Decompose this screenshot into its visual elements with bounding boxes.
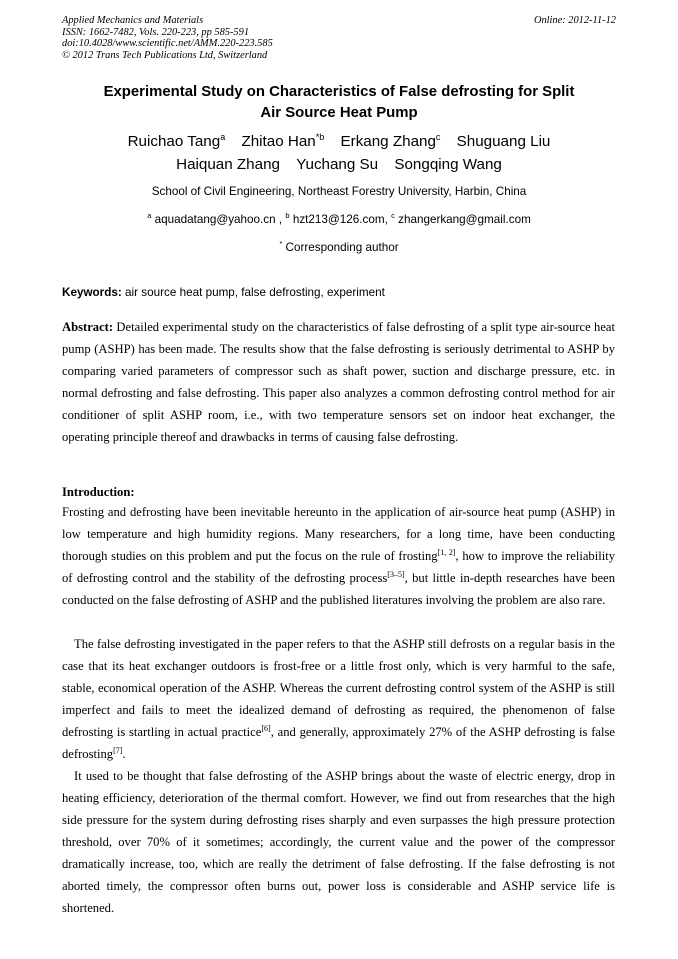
abstract: [62, 316, 615, 448]
title-line-2: Air Source Heat Pump: [260, 105, 418, 121]
author: Erkang Zhang$^c$: [340, 131, 441, 150]
journal-header: [62, 15, 616, 61]
author: Yuchang Su: [296, 156, 379, 173]
keywords-label: Keywords:: [62, 286, 122, 299]
paragraph: It used to be thought that false defrosting of the ASHP brings about the waste of electric energy, drop in heating efficiency, deterioration of the thermal comfort. However, we find out from researches that the high side pressure for the system during defrosting rises sharply and even surpasses the high pressure protection threshold, over 70% of it sometimes; accordingly, the current value and the power of the compressor dramatically increase, too, which are really the detriment of false defrosting. If the false defrosting is not aborted timely, the compressor often burns out, power loss is considerable and ASHP service life is shortened.: [62, 769, 615, 915]
keywords: [62, 285, 616, 300]
abstract-label: Abstract:: [62, 320, 114, 334]
journal-name: Applied Mechanics and Materials: [62, 15, 204, 26]
paper-title: [62, 82, 616, 124]
author: Haiquan Zhang: [176, 156, 280, 173]
author-list: [62, 130, 616, 176]
author: Zhitao Han$^{*b}$: [241, 131, 325, 150]
paragraph: Frosting and defrosting have been inevitable hereunto in the application of air-source heat pump (ASHP) in low temperature and high humidity regions. Many researchers, for a long time, have been conducting thorough studies on this problem and put the focus on the rule of frosting[1, 2], how to improve the reliability of defrosting control and the stability of the defrosting process[3–5], but little in-depth researches have been conducted on the false defrosting of ASHP and the published literatures involving the problem are also rare.: [62, 505, 616, 607]
email-link[interactable]: aquadatang@yahoo.cn ,: [151, 213, 286, 226]
online-date: Online: 2012-11-12: [533, 15, 616, 26]
citation[interactable]: [6]: [261, 723, 271, 733]
corresponding-author-note: * Corresponding author: [279, 239, 399, 254]
title-line-1: Experimental Study on Characteristics of False defrosting for Split: [103, 84, 575, 100]
issn-line: ISSN: 1662-7482, Vols. 220-223, pp 585-591: [62, 26, 250, 38]
citation[interactable]: [1, 2]: [437, 547, 456, 557]
citation[interactable]: [3–5]: [387, 569, 405, 579]
doi-link[interactable]: doi:10.4028/www.scientific.net/AMM.220-223.585: [62, 38, 273, 50]
email-link[interactable]: zhangerkang@gmail.com: [394, 213, 531, 226]
copyright-line: © 2012 Trans Tech Publications Ltd, Switzerland: [62, 49, 268, 61]
abstract-text: Detailed experimental study on the characteristics of false defrosting of a split type air-source heat pump (ASHP) has been made. The results show that the false defrosting is seriously detrimental to ASHP by comparing varied parameters of compressor such as shaft power, suction and discharge pressure, etc. in normal defrosting and false defrosting. This paper also analyzes a common defrosting control method for air conditioner of split ASHP room, i.e., with two temperature sensors set on indoor heat exchanger, the operating principle thereof and drawbacks in terms of causing false defrosting.: [62, 320, 615, 444]
affiliation: School of Civil Engineering, Northeast Forestry University, Harbin, China: [151, 185, 527, 198]
author: Ruichao Tang$^a$: [127, 131, 226, 150]
citation[interactable]: [7]: [113, 745, 123, 755]
keywords-text: air source heat pump, false defrosting, experiment: [121, 286, 385, 299]
author: Shuguang Liu: [456, 133, 551, 150]
paragraph: The false defrosting investigated in the paper refers to that the ASHP still defrosts on a regular basis in the case that its heat exchanger outdoors is frost-free or a little frost only, which is very harmful to the safe, stable, economical operation of the ASHP. Whereas the current defrosting control system of the ASHP is still imperfect and fails to meet the idealized demand of defrosting as required, the phenomenon of false defrosting is startling in actual practice[6], and generally, approximately 27% of the ASHP defrosting is false defrosting[7].: [62, 637, 615, 761]
author-emails: $^a$ aquadatang@yahoo.cn , $^b$ hzt213@126.com, $^c$ zhangerkang@gmail.com: [147, 211, 531, 226]
author: Songqing Wang: [394, 156, 502, 173]
email-link[interactable]: hzt213@126.com,: [289, 213, 392, 226]
section-heading: Introduction:: [62, 485, 135, 499]
